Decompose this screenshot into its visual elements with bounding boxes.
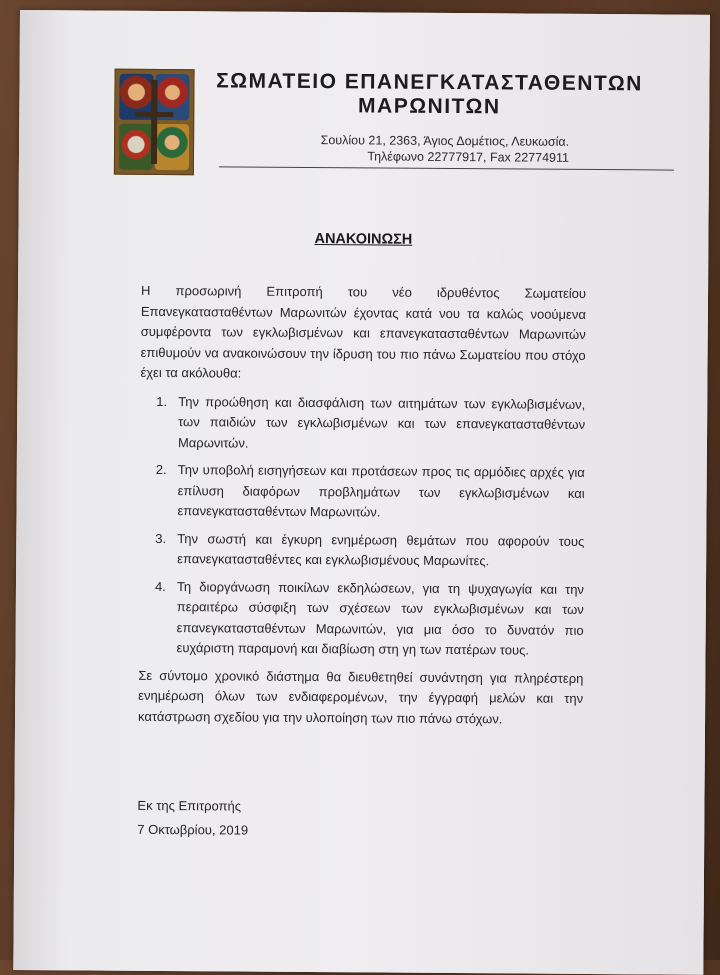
list-item [140,391,585,456]
item-text: Την προώθηση και διασφάλιση των αιτημάτων των εγκλωβισμένων, των παιδιών των εγκλωβισμένων και των επανεγκατασταθέντων Μαρωνιτών. [177,393,586,451]
item-number: 3. [155,530,167,546]
item-text: Την υποβολή εισηγήσεων και προτάσεων προς τις αρμόδιες αρχές για επίλυση διαφόρων προβλημάτων των εγκλωβισμένων και επανεγκατασταθέντων Μαρωνιτών. [177,462,585,520]
cross-bar [135,112,173,117]
association-emblem-icon [114,69,195,176]
intro-paragraph: Η προσωρινή Επιτροπή του νέο ιδρυθέντος Σωματείου Επανεγκατασταθέντων Μαρωνιτών έχοντας κατά νου τα καλώς νοούμενα συμφέροντα των εγκλωβισμένων και επανεγκατασταθέντων Μαρωνιτών επιθυμούν να ανακοινώσουν την ίδρυση του πιο πάνω Σωματείου που στόχο έχει τα ακόλουθα: [140,282,587,381]
icon-panel-bottom-right [155,124,189,170]
org-name-line1: ΣΩΜΑΤΕΙΟ ΕΠΑΝΕΓΚΑΤΑΣΤΑΘΕΝΤΩΝ [216,69,643,96]
document-page [13,10,710,975]
item-number: 1. [156,393,168,409]
item-number: 2. [155,461,167,478]
org-name-line2: ΜΑΡΩΝΙΤΩΝ [358,94,501,119]
objectives-list [138,391,585,661]
announcement-body [138,281,586,730]
announcement-heading: ΑΝΑΚΟΙΝΩΣΗ [314,231,413,248]
list-item [139,528,584,572]
header-divider [219,166,674,170]
item-text: Την σωστή και έγκυρη ενημέρωση θεμάτων που αφορούν τους επανεγκατασταθέντες και εγκλωβισμένους Μαρωνίτες. [177,530,585,569]
icon-panel-bottom-left [119,124,153,170]
organization-name [209,69,649,120]
phone-fax-line: Τηλέφωνο 22777917, Fax 22774911 [367,149,570,165]
item-number: 4. [154,578,166,594]
item-text: Τη διοργάνωση ποικίλων εκδηλώσεων, για τη ψυχαγωγία και την περαιτέρω σύσφιξη των σχέσεων των εγκλωβισμένων και των επανεγκατασταθέντων Μαρωνιτών, για μια όσο το δυνατόν πιο ευχάριστη παραμονή και διαβίωση στη γη των πατέρων τους. [176,578,585,658]
signature-block [137,794,437,844]
contact-address [239,132,569,166]
list-item [139,460,584,525]
list-item [138,576,584,661]
document-date: 7 Οκτωβρίου, 2019 [137,821,249,838]
address-line: Σουλίου 21, 2363, Άγιος Δομέτιος, Λευκωσία. [320,133,570,149]
signed-by: Εκ της Επιτροπής [137,797,242,814]
closing-paragraph: Σε σύντομο χρονικό διάστημα θα διευθετηθεί συνάντηση για πληρέστερη ενημέρωση όλων των ενδιαφερομένων, την έγγραφή μελών και την κατάστρωση σχεδίου για την υλοποίηση των πιο πάνω στόχων. [138,667,584,726]
cross-icon [151,80,158,164]
